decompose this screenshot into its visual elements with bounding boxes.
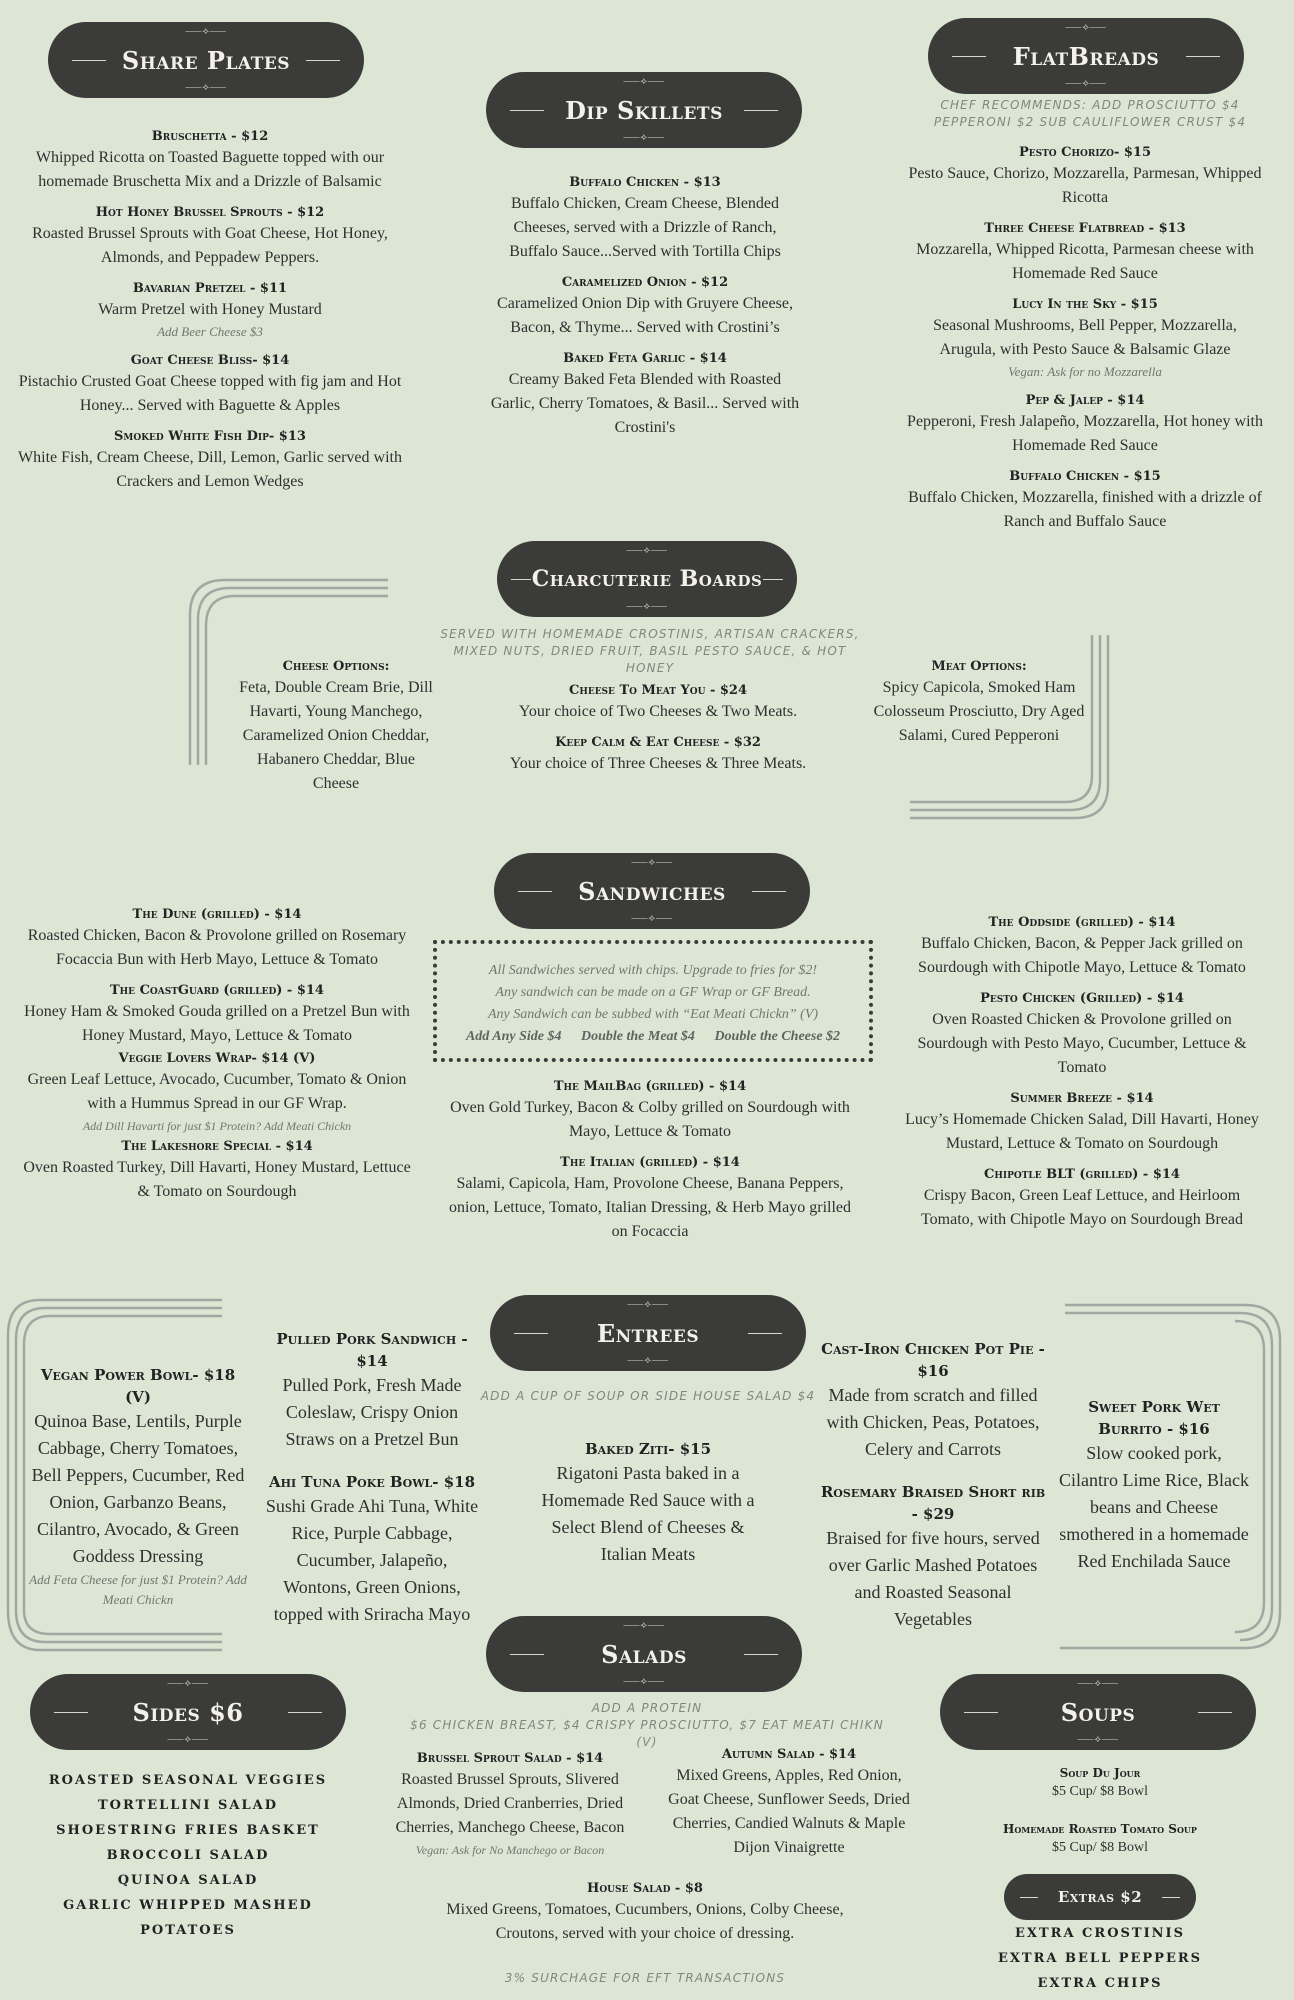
double-cheese: Double the Cheese $2	[714, 1029, 841, 1044]
ornament-icon: ⸺⟡⸺	[185, 26, 227, 37]
sandwiches-title: Sandwiches	[578, 876, 726, 906]
menu-item-name: Homemade Roasted Tomato Soup	[1003, 1822, 1197, 1836]
ornament-icon: ⸺⟡⸺	[167, 1678, 209, 1689]
extras-title: Extras $2	[1057, 1888, 1143, 1906]
ornament-icon: ⸺⟡⸺	[631, 913, 673, 924]
menu-item-name: Veggie Lovers Wrap- $14 (V)	[118, 1051, 316, 1066]
menu-item-note: Add Beer Cheese $3	[157, 324, 263, 339]
divider	[952, 56, 986, 57]
menu-item-name: The Italian (grilled) - $14	[560, 1155, 740, 1170]
divider	[54, 1712, 88, 1713]
menu-item-desc: Oven Roasted Chicken & Provolone grilled on Sourdough with Pesto Mayo, Cucumber, Lettuce & Tomato	[917, 1011, 1247, 1076]
flatbreads-note: CHEF RECOMMENDS: ADD PROSCIUTTO $4 PEPPERONI $2 SUB CAULIFLOWER CRUST $4	[933, 98, 1247, 129]
ornament-icon: ⸺⟡⸺	[1065, 78, 1107, 89]
sides-banner	[30, 1674, 346, 1750]
side-item: QUINOA SALAD	[117, 1873, 259, 1888]
menu-item-name: Baked Ziti- $15	[584, 1440, 712, 1458]
entrees-note: ADD A CUP OF SOUP OR SIDE HOUSE SALAD $4	[480, 1389, 816, 1403]
menu-item-desc: Pulled Pork, Fresh Made Coleslaw, Crispy Onion Straws on a Pretzel Bun	[282, 1375, 462, 1449]
entrees-fourth-col	[820, 1326, 1046, 1633]
menu-item-desc: Buffalo Chicken, Cream Cheese, Blended Cheeses, served with a Drizzle of Ranch, Buffalo Sauce...Served with Tortilla Chips	[509, 195, 781, 260]
sandwiches-right-list	[896, 904, 1268, 1232]
menu-item-name: Baked Feta Garlic - $14	[563, 351, 727, 366]
autumn-salad	[664, 1736, 914, 1860]
menu-item-name: Lucy In the Sky - $15	[1012, 297, 1158, 312]
ornament-icon: ⸺⟡⸺	[631, 857, 673, 868]
ornament-icon: ⸺⟡⸺	[1065, 22, 1107, 33]
charcuterie-title: Charcuterie Boards	[531, 566, 763, 592]
menu-item-name: Soup Du Jour	[1059, 1766, 1141, 1780]
share-plates-title: Share Plates	[121, 45, 291, 75]
menu-item-name: The Lakeshore Special - $14	[121, 1139, 313, 1154]
extras-banner	[1004, 1874, 1196, 1920]
menu-item-desc: Your choice of Three Cheeses & Three Meats.	[509, 755, 807, 772]
menu-item-desc: Oven Gold Turkey, Bacon & Colby grilled on Sourdough with Mayo, Lettuce & Tomato	[450, 1099, 850, 1140]
menu-item-desc: Made from scratch and filled with Chicken, Peas, Potatoes, Celery and Carrots	[826, 1385, 1040, 1459]
menu-item-name: Caramelized Onion - $12	[561, 275, 729, 290]
menu-item-name: Cast-Iron Chicken Pot Pie - $16	[821, 1340, 1045, 1380]
menu-item-desc: Pistachio Crusted Goat Cheese topped with fig jam and Hot Honey... Served with Baguette & Apples	[18, 373, 402, 414]
menu-item-name: Smoked White Fish Dip- $13	[114, 429, 306, 444]
promo-line: Any Sandwich can be subbed with “Eat Meati Chickn” (V)	[487, 1007, 819, 1022]
salads-title: Salads	[601, 1639, 687, 1669]
ornament-icon: ⸺⟡⸺	[623, 1620, 665, 1631]
menu-item-name: Buffalo Chicken - $15	[1009, 469, 1161, 484]
side-item: TORTELLINI SALAD	[98, 1798, 278, 1813]
menu-item-desc: Pesto Sauce, Chorizo, Mozzarella, Parmesan, Whipped Ricotta	[908, 165, 1262, 206]
dip-skillets-banner	[486, 72, 802, 148]
divider	[288, 1712, 322, 1713]
menu-item-desc: Crispy Bacon, Green Leaf Lettuce, and Heirloom Tomato, with Chipotle Mayo on Sourdough Bread	[921, 1187, 1243, 1228]
menu-item-name: The Oddside (grilled) - $14	[988, 915, 1176, 930]
divider	[518, 891, 552, 892]
entrees-second-col	[262, 1316, 482, 1628]
cheese-options	[238, 648, 434, 796]
add-side: Add Any Side $4	[465, 1029, 562, 1044]
charcuterie-note: SERVED WITH HOMEMADE CROSTINIS, ARTISAN CRACKERS, MIXED NUTS, DRIED FRUIT, BASIL PESTO SAUCE, & HOT HONEY	[440, 627, 860, 675]
divider	[752, 891, 786, 892]
charcuterie-banner	[497, 541, 797, 617]
share-plates-banner	[48, 22, 364, 98]
menu-item-desc: Quinoa Base, Lentils, Purple Cabbage, Cherry Tomatoes, Bell Peppers, Cucumber, Red Onion, Garbanzo Beans, Cilantro, Avocado, & Green Goddess Dressing	[31, 1411, 245, 1566]
menu-item-desc: Roasted Chicken, Bacon & Provolone grilled on Rosemary Focaccia Bun with Herb Mayo, Lettuce & Tomato	[27, 927, 407, 968]
divider	[72, 60, 106, 61]
menu-item-name: Bruschetta - $12	[151, 129, 269, 144]
menu-item-desc: Creamy Baked Feta Blended with Roasted Garlic, Cherry Tomatoes, & Basil... Served with Crostini's	[490, 371, 800, 436]
ornament-icon: ⸺⟡⸺	[623, 1676, 665, 1687]
divider	[510, 110, 544, 111]
sandwich-promo-box	[433, 940, 873, 1062]
menu-item-desc: Buffalo Chicken, Bacon, & Pepper Jack grilled on Sourdough with Chipotle Mayo, Lettuce & Tomato	[918, 935, 1246, 976]
menu-item-name: Pulled Pork Sandwich - $14	[276, 1330, 468, 1370]
menu-item-name: Vegan Power Bowl- $18 (V)	[40, 1366, 236, 1406]
menu-item-desc: Warm Pretzel with Honey Mustard	[98, 301, 322, 318]
side-item: BROCCOLI SALAD	[106, 1848, 270, 1863]
ornament-icon: ⸺⟡⸺	[1077, 1734, 1119, 1745]
divider	[744, 110, 778, 111]
double-meat: Double the Meat $4	[580, 1029, 695, 1044]
menu-item-name: Autumn Salad - $14	[721, 1747, 857, 1762]
menu-item-desc: Pepperoni, Fresh Jalapeño, Mozzarella, Hot honey with Homemade Red Sauce	[907, 413, 1263, 454]
dip-skillets-list	[490, 164, 800, 440]
promo-line: All Sandwiches served with chips. Upgrade to fries for $2!	[488, 963, 818, 978]
salads-note-line: ADD A PROTEIN	[591, 1701, 703, 1715]
ornament-icon: ⸺⟡⸺	[626, 545, 668, 556]
menu-item-name: Bavarian Pretzel - $11	[132, 281, 288, 296]
menu-item-desc: White Fish, Cream Cheese, Dill, Lemon, Garlic served with Crackers and Lemon Wedges	[18, 449, 402, 490]
menu-item-desc: Caramelized Onion Dip with Gruyere Cheese, Bacon, & Thyme... Served with Crostini’s	[497, 295, 793, 336]
vegan-bowl	[28, 1352, 248, 1610]
divider	[763, 579, 783, 580]
menu-item-desc: Green Leaf Lettuce, Avocado, Cucumber, Tomato & Onion with a Hummus Spread in our GF Wrap.	[27, 1071, 407, 1112]
side-item: SHOESTRING FRIES BASKET	[56, 1823, 320, 1838]
extras-list	[990, 1921, 1210, 1996]
menu-item-note: Add Feta Cheese for just $1 Protein? Add Meati Chickn	[29, 1572, 247, 1607]
menu-item-note: Vegan: Ask for No Manchego or Bacon	[415, 1843, 605, 1857]
soups-list	[980, 1754, 1220, 1858]
menu-item-desc: $5 Cup/ $8 Bowl	[1051, 1840, 1149, 1855]
divider	[306, 60, 340, 61]
menu-item-name: The CoastGuard (grilled) - $14	[110, 983, 324, 998]
menu-item-name: Pesto Chorizo- $15	[1018, 145, 1152, 160]
divider	[1198, 1712, 1232, 1713]
promo-addons	[437, 1026, 869, 1048]
sandwiches-banner	[494, 853, 810, 929]
sides-title: Sides $6	[132, 1697, 244, 1727]
menu-item-name: Brussel Sprout Salad - $14	[416, 1751, 604, 1766]
menu-item-desc: Your choice of Two Cheeses & Two Meats.	[518, 703, 798, 720]
meat-options-list: Spicy Capicola, Smoked Ham Colosseum Prosciutto, Dry Aged Salami, Cured Pepperoni	[873, 679, 1085, 744]
salads-note-line: $6 CHICKEN BREAST, $4 CRISPY PROSCIUTTO, $7 EAT MEATI CHIKN (V)	[410, 1718, 884, 1749]
menu-item-note: Vegan: Ask for no Mozzarella	[1008, 364, 1162, 379]
divider	[744, 1654, 778, 1655]
menu-item-desc: $5 Cup/ $8 Bowl	[1051, 1784, 1149, 1799]
ornament-icon: ⸺⟡⸺	[167, 1734, 209, 1745]
entrees-banner	[490, 1295, 806, 1371]
eft-surcharge-note: 3% SURCHAGE FOR EFT TRANSACTIONS	[504, 1971, 786, 1985]
wet-burrito	[1056, 1384, 1252, 1575]
soups-title: Soups	[1060, 1697, 1136, 1727]
promo-line: Any sandwich can be made on a GF Wrap or GF Bread.	[495, 985, 811, 1000]
baked-ziti	[530, 1426, 766, 1568]
menu-item-name: Sweet Pork Wet Burrito - $16	[1088, 1398, 1220, 1438]
ornament-icon: ⸺⟡⸺	[1077, 1678, 1119, 1689]
flatbreads-title: FlatBreads	[1012, 41, 1160, 71]
ornament-icon: ⸺⟡⸺	[623, 76, 665, 87]
extra-item: EXTRA BELL PEPPERS	[997, 1951, 1203, 1966]
menu-item-desc: Buffalo Chicken, Mozzarella, finished with a drizzle of Ranch and Buffalo Sauce	[908, 489, 1262, 530]
meat-options	[872, 648, 1086, 748]
share-plates-list	[10, 118, 410, 494]
menu-item-name: House Salad - $8	[587, 1881, 703, 1896]
side-item: GARLIC WHIPPED MASHED POTATOES	[63, 1898, 313, 1938]
menu-item-name: Rosemary Braised Short rib - $29	[820, 1483, 1046, 1523]
divider	[1186, 56, 1220, 57]
menu-item-note: Add Dill Havarti for just $1 Protein? Add Meati Chickn	[82, 1119, 352, 1133]
soups-banner	[940, 1674, 1256, 1750]
menu-item-name: Buffalo Chicken - $13	[569, 175, 721, 190]
menu-item-name: The Dune (grilled) - $14	[132, 907, 302, 922]
menu-item-name: Cheese To Meat You - $24	[568, 683, 747, 698]
flatbreads-banner	[928, 18, 1244, 94]
menu-item-desc: Sushi Grade Ahi Tuna, White Rice, Purple Cabbage, Cucumber, Jalapeño, Wontons, Green Onions, topped with Sriracha Mayo	[265, 1496, 479, 1624]
sandwiches-center-list	[440, 1068, 860, 1244]
menu-item-desc: Oven Roasted Turkey, Dill Havarti, Honey Mustard, Lettuce & Tomato on Sourdough	[23, 1159, 411, 1200]
entrees-title: Entrees	[596, 1318, 700, 1348]
menu-item-name: Hot Honey Brussel Sprouts - $12	[95, 205, 325, 220]
menu-item-name: Three Cheese Flatbread - $13	[984, 221, 1186, 236]
menu-item-desc: Roasted Brussel Sprouts with Goat Cheese, Hot Honey, Almonds, and Peppadew Peppers.	[32, 225, 388, 266]
menu-item-desc: Mixed Greens, Apples, Red Onion, Goat Cheese, Sunflower Seeds, Dried Cherries, Candied Walnuts & Maple Dijon Vinaigrette	[668, 1767, 910, 1856]
menu-item-desc: Salami, Capicola, Ham, Provolone Cheese, Banana Peppers, onion, Lettuce, Tomato, Italian Dressing, & Herb Mayo grilled on Focaccia	[448, 1175, 852, 1240]
ornament-icon: ⸺⟡⸺	[626, 601, 668, 612]
cheese-options-label: Cheese Options:	[282, 659, 390, 674]
menu-item-desc: Roasted Brussel Sprouts, Slivered Almonds, Dried Cranberries, Dried Cherries, Manchego Cheese, Bacon	[395, 1771, 625, 1836]
side-item: ROASTED SEASONAL VEGGIES	[48, 1773, 328, 1788]
menu-item-desc: Seasonal Mushrooms, Bell Pepper, Mozzarella, Arugula, with Pesto Sauce & Balsamic Glaze	[933, 317, 1237, 358]
ornament-icon: ⸺⟡⸺	[623, 132, 665, 143]
sides-list	[20, 1768, 356, 1943]
menu-item-name: Ahi Tuna Poke Bowl- $18	[268, 1473, 476, 1491]
extra-item: EXTRA CROSTINIS	[1014, 1926, 1186, 1941]
menu-item-name: Summer Breeze - $14	[1010, 1091, 1154, 1106]
ornament-icon: ⸺⟡⸺	[627, 1299, 669, 1310]
divider	[1020, 1897, 1038, 1898]
flatbreads-list	[905, 134, 1265, 534]
brussel-sprout-salad	[386, 1740, 634, 1860]
menu-item-name: Pep & Jalep - $14	[1025, 393, 1145, 408]
divider	[964, 1712, 998, 1713]
menu-item-name: Goat Cheese Bliss- $14	[130, 353, 290, 368]
house-salad	[440, 1870, 850, 1946]
menu-item-desc: Slow cooked pork, Cilantro Lime Rice, Black beans and Cheese smothered in a homemade Red Enchilada Sauce	[1059, 1443, 1249, 1571]
divider	[1162, 1897, 1180, 1898]
divider	[514, 1333, 548, 1334]
menu-item-desc: Honey Ham & Smoked Gouda grilled on a Pretzel Bun with Honey Mustard, Mayo, Lettuce & Tomato	[24, 1003, 410, 1044]
divider	[748, 1333, 782, 1334]
extra-item: EXTRA CHIPS	[1037, 1976, 1163, 1991]
menu-item-name: Chipotle BLT (grilled) - $14	[984, 1167, 1180, 1182]
cheese-options-list: Feta, Double Cream Brie, Dill Havarti, Young Manchego, Caramelized Onion Cheddar, Habanero Cheddar, Blue Cheese	[239, 679, 433, 792]
meat-options-label: Meat Options:	[931, 659, 1027, 674]
menu-item-desc: Rigatoni Pasta baked in a Homemade Red Sauce with a Select Blend of Cheeses & Italian Meats	[541, 1463, 755, 1564]
ornament-icon: ⸺⟡⸺	[627, 1355, 669, 1366]
dip-skillets-title: Dip Skillets	[565, 95, 723, 125]
menu-item-name: Keep Calm & Eat Cheese - $32	[555, 735, 761, 750]
menu-item-name: The MailBag (grilled) - $14	[553, 1079, 747, 1094]
menu-item-desc: Mozzarella, Whipped Ricotta, Parmesan cheese with Homemade Red Sauce	[916, 241, 1254, 282]
charcuterie-list	[470, 672, 846, 776]
menu-item-desc: Whipped Ricotta on Toasted Baguette topped with our homemade Bruschetta Mix and a Drizzle of Balsamic	[35, 149, 385, 190]
ornament-icon: ⸺⟡⸺	[185, 82, 227, 93]
menu-item-name: Pesto Chicken (Grilled) - $14	[980, 991, 1184, 1006]
menu-item-desc: Lucy’s Homemade Chicken Salad, Dill Havarti, Honey Mustard, Lettuce & Tomato on Sourdough	[905, 1111, 1259, 1152]
salads-banner	[486, 1616, 802, 1692]
menu-item-desc: Braised for five hours, served over Garlic Mashed Potatoes and Roasted Seasonal Vegetables	[826, 1528, 1040, 1629]
menu-item-desc: Mixed Greens, Tomatoes, Cucumbers, Onions, Colby Cheese, Croutons, served with your choice of dressing.	[446, 1901, 844, 1942]
divider	[511, 579, 531, 580]
sandwiches-left-list	[22, 896, 412, 1204]
divider	[510, 1654, 544, 1655]
